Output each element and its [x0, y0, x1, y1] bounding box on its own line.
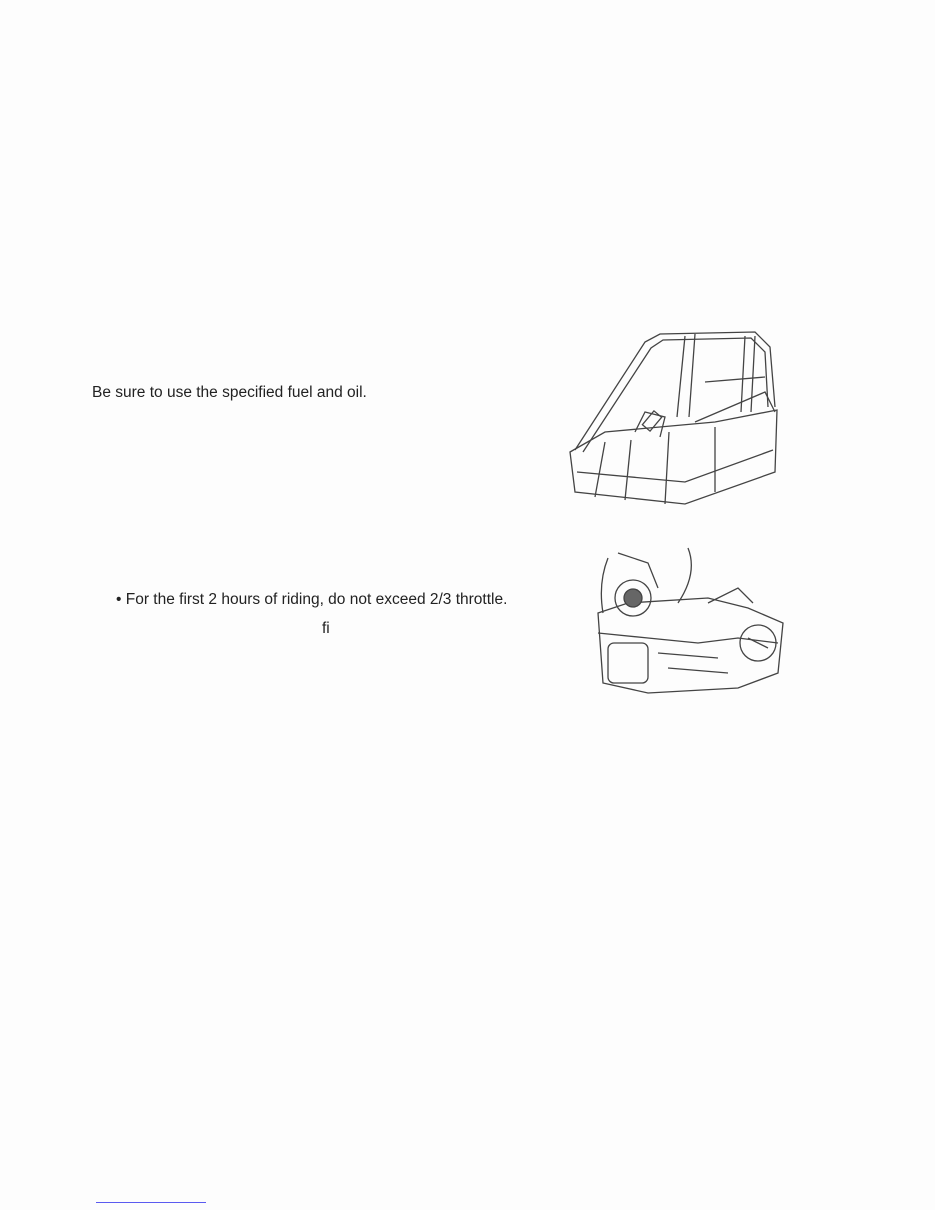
break-in-bullet: • For the first 2 hours of riding, do not exceed 2/3 throttle. — [116, 591, 508, 608]
go-kart-frame-illustration-icon — [565, 322, 780, 510]
footer-rule — [96, 1202, 206, 1203]
ligature-fragment: fi — [322, 620, 330, 637]
fuel-note: Be sure to use the specified fuel and oil. — [92, 384, 367, 401]
engine-illustration-icon — [588, 543, 788, 703]
